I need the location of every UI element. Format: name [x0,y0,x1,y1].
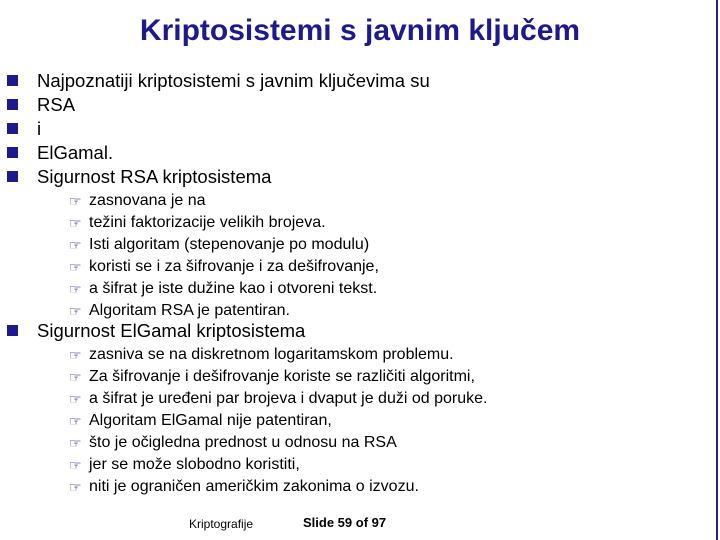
sub-item-text: Algoritam ElGamal nije patentiran, [89,412,332,429]
bullet-item [37,320,305,342]
sub-item-text: Algoritam RSA je patentiran. [89,302,290,319]
square-bullet-icon [7,147,18,158]
sub-item [69,389,488,409]
bullet-text: Sigurnost ElGamal kriptosistema [37,320,306,341]
pointing-hand-icon: ☞ [69,281,82,297]
pointing-hand-icon: ☞ [69,435,82,451]
sub-item-text: zasniva se na diskretnom logaritamskom problemu. [89,346,454,363]
sub-item-text: što je očigledna prednost u odnosu na RSA [89,434,397,451]
pointing-hand-icon: ☞ [69,259,82,275]
pointing-hand-icon: ☞ [69,457,82,473]
pointing-hand-icon: ☞ [69,215,82,231]
sub-item [69,213,326,233]
square-bullet-icon [7,75,18,86]
sub-item-text: težini faktorizacije velikih brojeva. [89,214,326,231]
pointing-hand-icon: ☞ [69,413,82,429]
sub-item-text: koristi se i za šifrovanje i za dešifrovanje, [89,258,379,275]
bullet-item [37,94,75,116]
footer-course-name: Kriptografije [189,517,254,531]
pointing-hand-icon: ☞ [69,347,82,363]
sub-item-text: jer se može slobodno koristiti, [89,456,300,473]
sub-item-text: a šifrat je uređeni par brojeva i dvaput je duži od poruke. [89,390,488,407]
sub-item [69,345,454,365]
bullet-item [37,142,113,164]
sub-item [69,301,290,321]
slide-title: Kriptosistemi s javnim ključem [139,14,581,47]
bullet-text: RSA [37,94,76,115]
sub-item-text: niti je ograničen američkim zakonima o izvozu. [89,478,419,495]
pointing-hand-icon: ☞ [69,369,82,385]
sub-item [69,191,206,211]
sub-item [69,411,332,431]
sub-item [69,279,378,299]
sub-item [69,257,379,277]
bullet-text: Sigurnost RSA kriptosistema [37,166,272,187]
sub-item [69,235,370,255]
bullet-item [37,166,271,188]
sub-item-text: a šifrat je iste dužine kao i otvoreni tekst. [89,280,378,297]
pointing-hand-icon: ☞ [69,303,82,319]
sub-item [69,433,397,453]
square-bullet-icon [7,99,18,110]
bullet-text: Najpoznatiji kriptosistemi s javnim ključevima su [37,70,430,91]
bullet-item [37,70,430,92]
bullet-item [37,118,41,140]
square-bullet-icon [7,123,18,134]
footer-slide-number: Slide 59 of 97 [303,515,387,530]
pointing-hand-icon: ☞ [69,193,82,209]
pointing-hand-icon: ☞ [69,479,82,495]
bullet-text: i [37,118,42,139]
sub-item [69,477,419,497]
bullet-text: ElGamal. [37,142,114,163]
square-bullet-icon [7,325,18,336]
pointing-hand-icon: ☞ [69,237,82,253]
square-bullet-icon [7,171,18,182]
sub-item-text: Za šifrovanje i dešifrovanje koriste se različiti algoritmi, [89,368,475,385]
sub-item-text: zasnovana je na [89,192,206,209]
sub-item [69,455,300,475]
slide-frame-edge [716,0,718,540]
sub-item [69,367,475,387]
sub-item-text: Isti algoritam (stepenovanje po modulu) [89,236,370,253]
pointing-hand-icon: ☞ [69,391,82,407]
